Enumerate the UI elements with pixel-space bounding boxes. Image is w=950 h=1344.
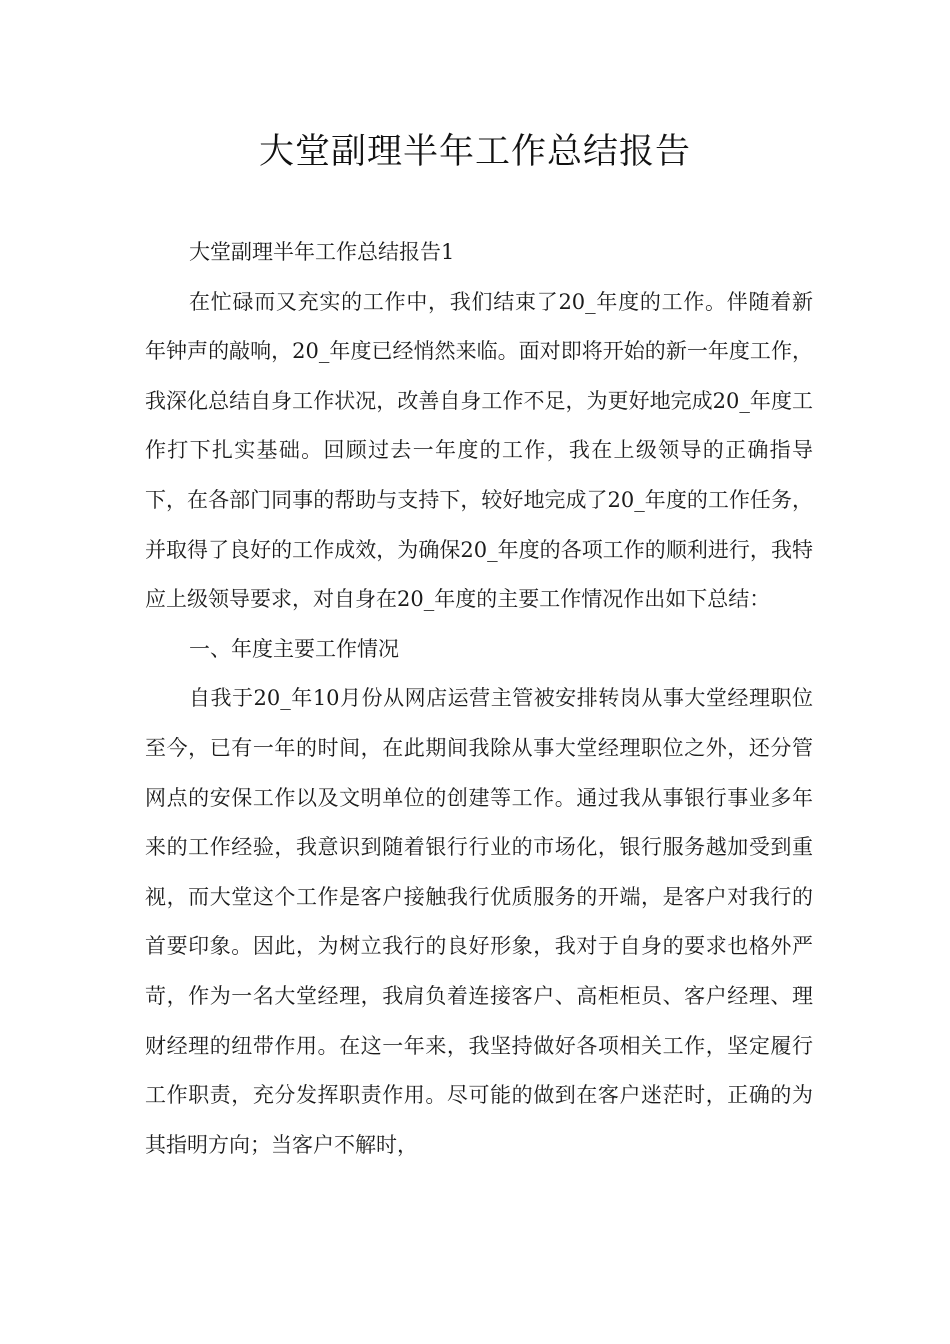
document-title: 大堂副理半年工作总结报告 bbox=[258, 132, 691, 172]
document-subtitle: 大堂副理半年工作总结报告1 bbox=[189, 240, 455, 264]
document-body bbox=[145, 228, 813, 1170]
body-paragraph: 自我于20_年10月份从网店运营主管被安排转岗从事大堂经理职位至今，已有一年的时间，在此期间我除从事大堂经理职位之外，还分管网点的安保工作以及文明单位的创建等工作。通过我从事银行事业多年来的工作经验，我意识到随着银行行业的市场化，银行服务越加受到重视，而大堂这个工作是客户接触我行优质服务的开端，是客户对我行的首要印象。因此，为树立我行的良好形象，我对于自身的要求也格外严苛，作为一名大堂经理，我肩负着连接客户、高柜柜员、客户经理、理财经理的纽带作用。在这一年来，我坚持做好各项相关工作，坚定履行工作职责，充分发挥职责作用。尽可能的做到在客户迷茫时，正确的为其指明方向；当客户不解时， bbox=[145, 686, 813, 1157]
section-heading: 一、年度主要工作情况 bbox=[189, 636, 399, 661]
body-paragraph: 在忙碌而又充实的工作中，我们结束了20_年度的工作。伴随着新年钟声的敲响，20_年度已经悄然来临。面对即将开始的新一年度工作，我深化总结自身工作状况，改善自身工作不足，为更好地完成20_年度工作打下扎实基础。回顾过去一年度的工作，我在上级领导的正确指导下，在各部门同事的帮助与支持下，较好地完成了20_年度的工作任务，并取得了良好的工作成效，为确保20_年度的各项工作的顺利进行，我特应上级领导要求，对自身在20_年度的主要工作情况作出如下总结： bbox=[145, 289, 813, 612]
